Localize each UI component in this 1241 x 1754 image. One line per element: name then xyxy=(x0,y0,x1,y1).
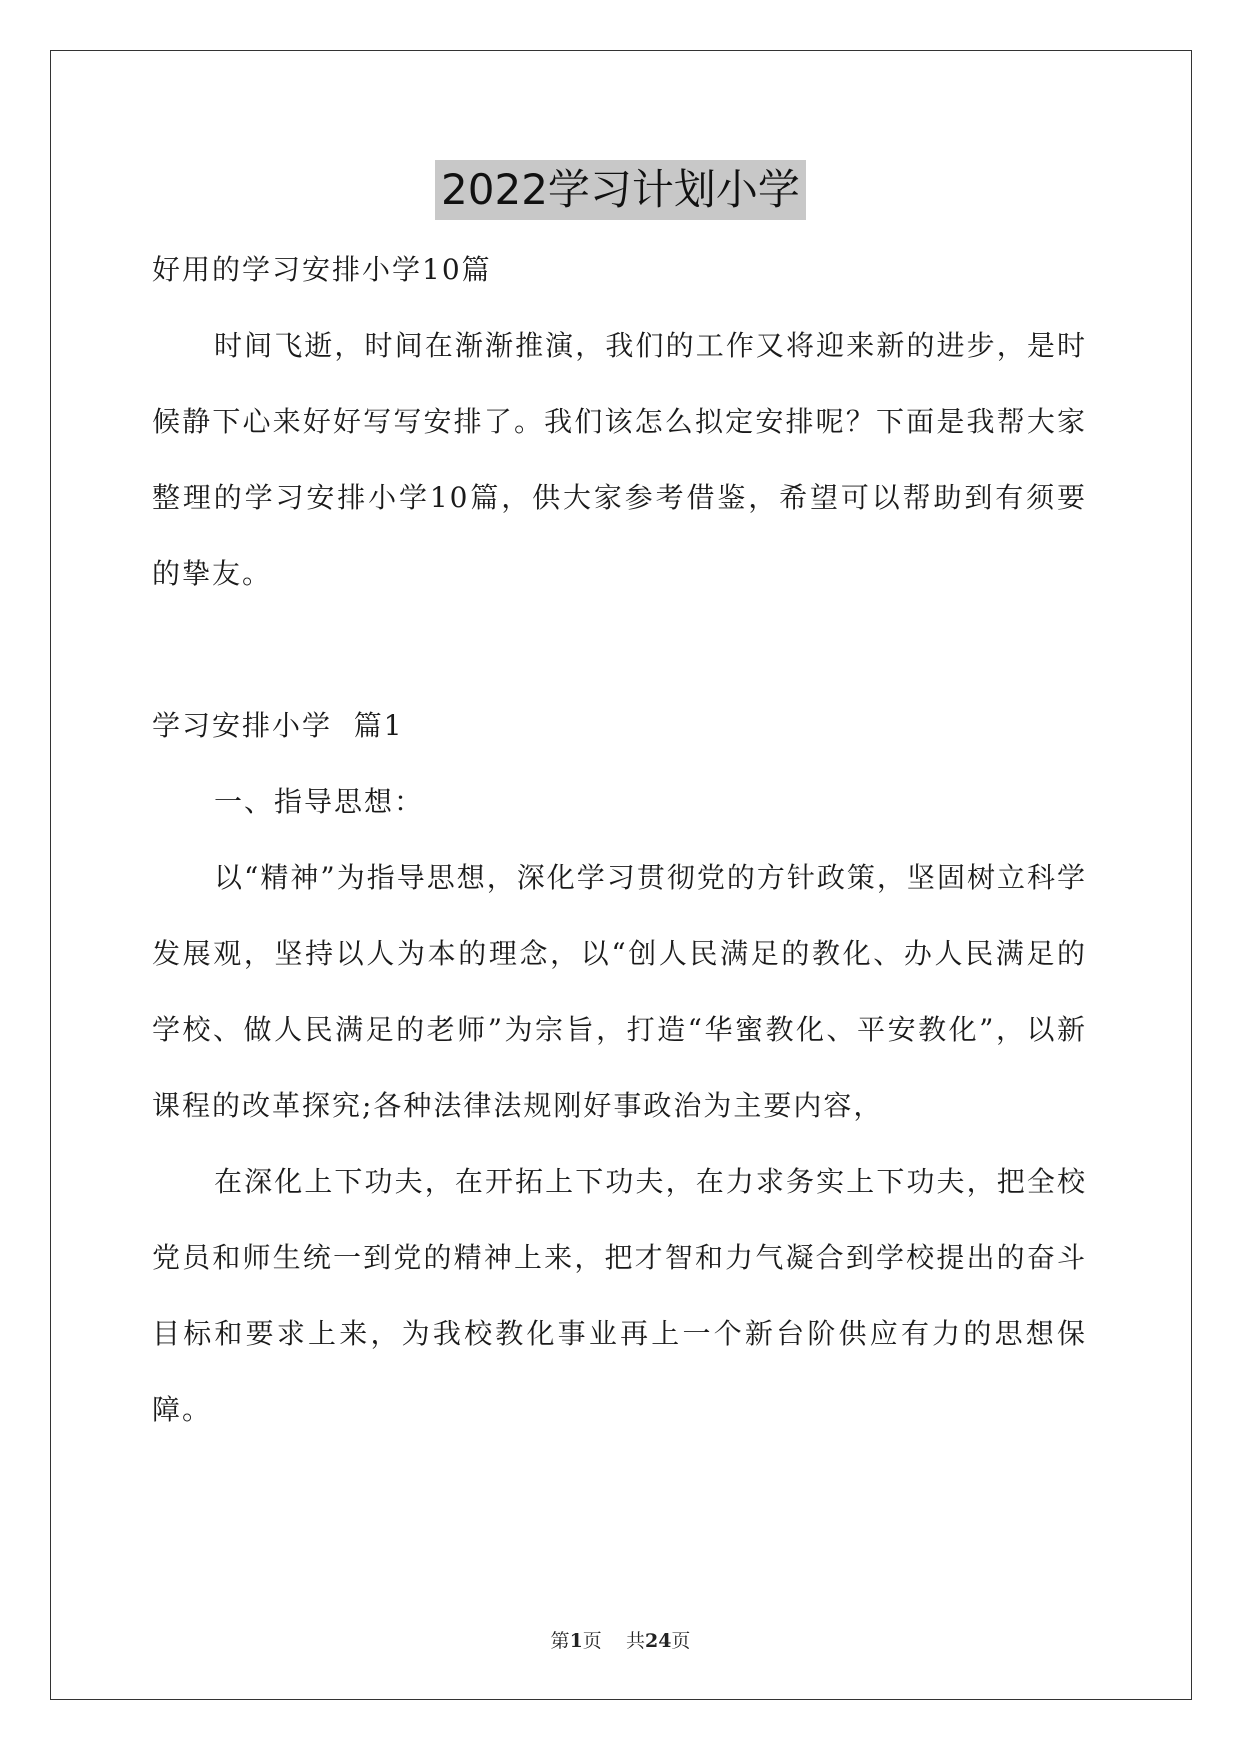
page-suffix: 页 xyxy=(671,1630,691,1652)
intro-paragraph: 时间飞逝，时间在渐渐推演，我们的工作又将迎来新的进步，是时候静下心来好好写写安排了。我们该怎么拟定安排呢？下面是我帮大家整理的学习安排小学10篇，供大家参考借鉴，希望可以帮助到有须要的挚友。 xyxy=(152,329,1087,590)
page-current: 1 xyxy=(569,1630,583,1652)
document-title: 2022学习计划小学 xyxy=(435,160,806,220)
body-paragraph: 以“精神”为指导思想，深化学习贯彻党的方针政策，坚固树立科学发展观，坚持以人为本的理念，以“创人民满足的教化、办人民满足的学校、做人民满足的老师”为宗旨，打造“华蜜教化、平安教化”，以新课程的改革探究;各种法律法规刚好事政治为主要内容， xyxy=(152,861,1087,1122)
page-footer xyxy=(0,1626,1241,1653)
section-heading: 学习安排小学 篇1 xyxy=(152,709,404,742)
body-paragraph: 在深化上下功夫，在开拓上下功夫，在力求务实上下功夫，把全校党员和师生统一到党的精神上来，把才智和力气凝合到学校提出的奋斗目标和要求上来，为我校教化事业再上一个新台阶供应有力的思想保障。 xyxy=(152,1165,1087,1426)
page-prefix: 第 xyxy=(550,1630,570,1652)
document-subtitle: 好用的学习安排小学10篇 xyxy=(152,253,492,286)
page-total: 24 xyxy=(644,1630,672,1652)
document-body xyxy=(152,232,1087,1448)
spacer xyxy=(152,612,1087,688)
page-mid: 页 共 xyxy=(582,1630,645,1652)
title-container xyxy=(0,160,1241,220)
section-subheading: 一、指导思想： xyxy=(214,785,425,818)
